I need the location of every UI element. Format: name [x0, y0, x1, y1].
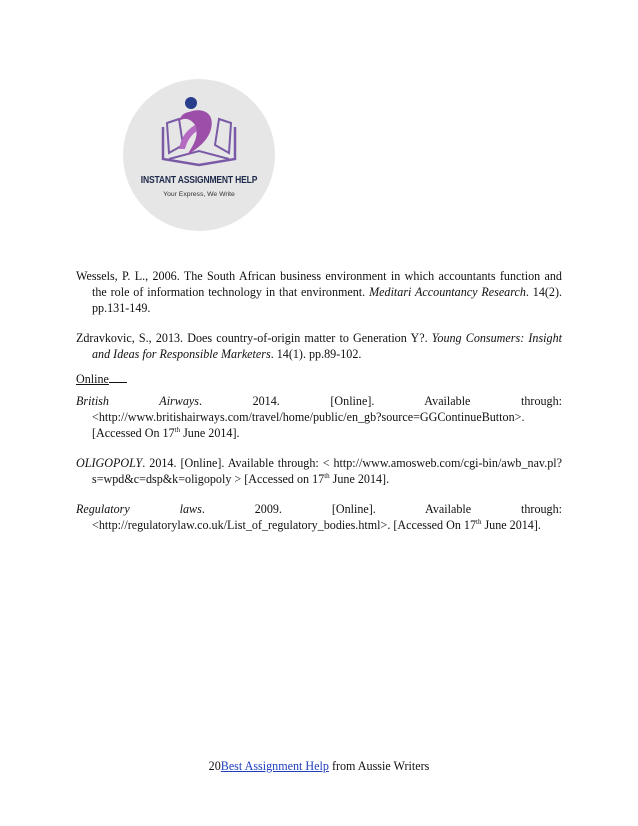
- logo: [123, 79, 275, 231]
- logo-title: INSTANT ASSIGNMENT HELP: [140, 175, 258, 186]
- reference-wessels: [76, 268, 562, 316]
- ref-details: . 14(1). pp.89-102.: [270, 347, 362, 361]
- reference-zdravkovic: [76, 330, 562, 362]
- ref-title: Does country-of-origin matter to Generation Y?.: [187, 331, 428, 345]
- ref-name: Regulatory laws: [76, 502, 202, 516]
- ref-details: . 14(2). pp.131-149.: [92, 285, 563, 315]
- ref-name: OLIGOPOLY: [76, 456, 143, 470]
- ref-author: Zdravkovic, S., 2013.: [76, 331, 184, 345]
- online-heading: Online: [76, 371, 562, 387]
- page-footer: [0, 759, 638, 774]
- ref-url: <http://regulatorylaw.co.uk/List_of_regulatory_bodies.html>.: [92, 518, 391, 532]
- reference-oligopoly: OLIGOPOLY. 2014. [Online]. Available through: < http://www.amosweb.com/cgi-bin/awb_nav.pl?s=wpd&c=dsp&k=oligopoly > [Accessed on 17th June 2014].: [76, 456, 562, 486]
- ref-author: Wessels, P. L., 2006.: [76, 269, 180, 283]
- ref-accessed: [Accessed On 17: [92, 426, 175, 440]
- ref-year-type: 2009. [Online]. Available through:: [254, 502, 562, 516]
- reference-british-airways: British Airways. 2014. [Online]. Available through: <http://www.britishairways.com/travel/home/public/en_gb?source=GGContinueButton>. [Accessed On 17th June 2014].: [76, 394, 563, 440]
- ref-journal: Young Consumers: Insight and Ideas for Responsible Marketers: [92, 331, 562, 361]
- ref-title: The South African business environment in which accountants function and the role of information technology in that environment.: [92, 269, 562, 299]
- reference-list: [76, 268, 562, 547]
- footer-suffix: from Aussie Writers: [328, 759, 430, 773]
- footer-link[interactable]: Best Assignment Help: [220, 759, 329, 773]
- ref-journal: Meditari Accountancy Research: [369, 285, 526, 299]
- ref-name: British Airways: [76, 394, 199, 408]
- page-number: 20: [208, 759, 221, 773]
- reference-regulatory-laws: Regulatory laws. 2009. [Online]. Available through: <http://regulatorylaw.co.uk/List_of_regulatory_bodies.html>. [Accessed On 17th June 2014].: [76, 502, 562, 532]
- logo-tagline: Your Express, We Write: [163, 191, 235, 198]
- ref-url: <http://www.britishairways.com/travel/home/public/en_gb?source=GGContinueButton>.: [92, 410, 525, 424]
- book-person-icon: [123, 79, 275, 231]
- ref-accessed: [Accessed On 17: [390, 518, 476, 532]
- ref-text: . 2014. [Online]. Available through: < http://www.amosweb.com/cgi-bin/awb_nav.pl?s=wpd&c=dsp&k=oligopoly > [Accessed on 17: [92, 456, 562, 486]
- ref-year-type: 2014. [Online]. Available through:: [252, 394, 563, 408]
- logo-circle: [123, 79, 275, 231]
